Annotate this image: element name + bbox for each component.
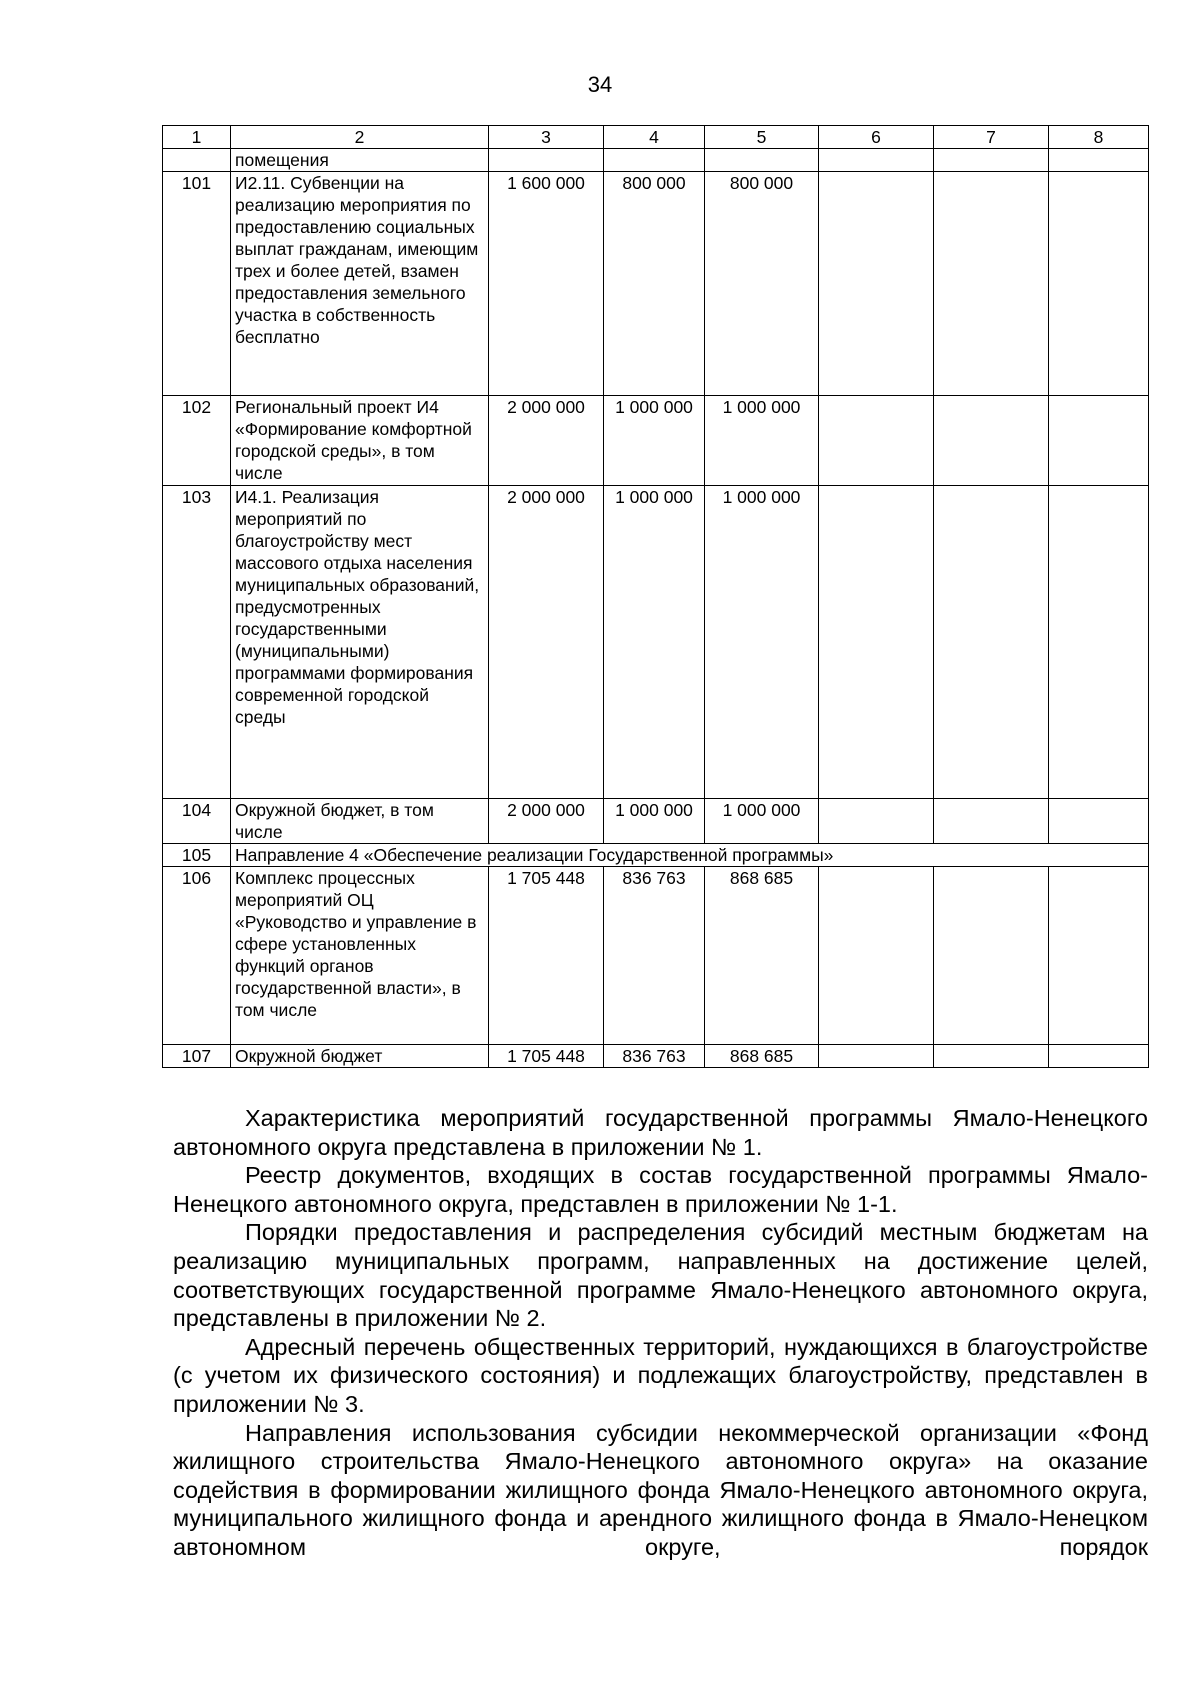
cell-col3 xyxy=(489,149,604,172)
cell-col4: 800 000 xyxy=(604,172,705,396)
table-row xyxy=(163,799,1149,844)
cell-col3: 1 705 448 xyxy=(489,1045,604,1068)
cell-col3: 2 000 000 xyxy=(489,799,604,844)
row-name: помещения xyxy=(231,149,489,172)
cell-col4: 1 000 000 xyxy=(604,486,705,799)
row-name: Окружной бюджет xyxy=(231,1045,489,1068)
cell-col5: 1 000 000 xyxy=(705,396,819,486)
cell-col3: 2 000 000 xyxy=(489,396,604,486)
row-number: 103 xyxy=(163,486,231,799)
cell-col7 xyxy=(934,149,1049,172)
cell-col4: 1 000 000 xyxy=(604,396,705,486)
cell-col8 xyxy=(1049,799,1149,844)
cell-col6 xyxy=(819,799,934,844)
table-row xyxy=(163,396,1149,486)
cell-col5: 868 685 xyxy=(705,867,819,1045)
cell-col8 xyxy=(1049,1045,1149,1068)
row-name: Региональный проект И4 «Формирование комфортной городской среды», в том числе xyxy=(231,396,489,486)
cell-col5: 1 000 000 xyxy=(705,486,819,799)
cell-col6 xyxy=(819,486,934,799)
paragraph: Порядки предоставления и распределения субсидий местным бюджетам на реализацию муниципальных программ, направленных на достижение целей, соответствующих государственной программе Ямало-Ненецкого автономного округа, представлены в приложении № 2. xyxy=(173,1219,1148,1332)
cell-col7 xyxy=(934,867,1049,1045)
column-header: 4 xyxy=(604,126,705,149)
body-text xyxy=(173,1104,1148,1562)
cell-col6 xyxy=(819,396,934,486)
cell-col5: 868 685 xyxy=(705,1045,819,1068)
column-header: 1 xyxy=(163,126,231,149)
section-heading: Направление 4 «Обеспечение реализации Государственной программы» xyxy=(231,844,1149,867)
cell-col6 xyxy=(819,1045,934,1068)
row-name: И2.11. Субвенции на реализацию мероприятия по предоставлению социальных выплат гражданам, имеющим трех и более детей, взамен предоставления земельного участка в собственность бесплатно xyxy=(231,172,489,396)
paragraph: Адресный перечень общественных территорий, нуждающихся в благоустройстве (с учетом их физического состояния) и подлежащих благоустройству, представлен в приложении № 3. xyxy=(173,1333,1148,1417)
paragraph: Направления использования субсидии некоммерческой организации «Фонд жилищного строительства Ямало-Ненецкого автономного округа» на оказание содействия в формировании жилищного фонда Ямало-Ненецкого автономного округа, муниципального жилищного фонда и арендного жилищного фонда в Ямало-Ненецком автономном округе, порядок xyxy=(173,1419,1148,1560)
row-number: 104 xyxy=(163,799,231,844)
column-header: 5 xyxy=(705,126,819,149)
row-number: 106 xyxy=(163,867,231,1045)
table-section-row xyxy=(163,844,1149,867)
cell-col5 xyxy=(705,149,819,172)
row-number xyxy=(163,149,231,172)
table-row xyxy=(163,867,1149,1045)
page-number: 34 xyxy=(587,72,613,97)
column-header: 8 xyxy=(1049,126,1149,149)
table-row xyxy=(163,1045,1149,1068)
row-number: 102 xyxy=(163,396,231,486)
row-number: 107 xyxy=(163,1045,231,1068)
cell-col7 xyxy=(934,172,1049,396)
row-name: Комплекс процессных мероприятий ОЦ «Руководство и управление в сфере установленных функций органов государственной власти», в том числе xyxy=(231,867,489,1045)
paragraph: Характеристика мероприятий государственной программы Ямало-Ненецкого автономного округа представлена в приложении № 1. xyxy=(173,1105,1148,1160)
cell-col7 xyxy=(934,396,1049,486)
cell-col7 xyxy=(934,1045,1049,1068)
cell-col3: 1 600 000 xyxy=(489,172,604,396)
table-row xyxy=(163,486,1149,799)
row-name: Окружной бюджет, в том числе xyxy=(231,799,489,844)
cell-col3: 1 705 448 xyxy=(489,867,604,1045)
cell-col6 xyxy=(819,172,934,396)
cell-col7 xyxy=(934,486,1049,799)
cell-col6 xyxy=(819,149,934,172)
cell-col4 xyxy=(604,149,705,172)
paragraph: Реестр документов, входящих в состав государственной программы Ямало-Ненецкого автономного округа, представлен в приложении № 1-1. xyxy=(173,1162,1148,1217)
row-name: И4.1. Реализация мероприятий по благоустройству мест массового отдыха населения муниципальных образований, предусмотренных государственными (муниципальными) программами формирования современной городской среды xyxy=(231,486,489,799)
row-number: 101 xyxy=(163,172,231,396)
cell-col4: 836 763 xyxy=(604,1045,705,1068)
column-header: 2 xyxy=(231,126,489,149)
cell-col5: 1 000 000 xyxy=(705,799,819,844)
column-header: 6 xyxy=(819,126,934,149)
cell-col8 xyxy=(1049,396,1149,486)
table-row xyxy=(163,149,1149,172)
cell-col5: 800 000 xyxy=(705,172,819,396)
table-row xyxy=(163,172,1149,396)
cell-col8 xyxy=(1049,867,1149,1045)
cell-col3: 2 000 000 xyxy=(489,486,604,799)
column-header: 3 xyxy=(489,126,604,149)
cell-col8 xyxy=(1049,486,1149,799)
row-number: 105 xyxy=(163,844,231,867)
cell-col8 xyxy=(1049,172,1149,396)
table-header-row xyxy=(163,126,1149,149)
budget-table xyxy=(162,125,1149,1068)
cell-col4: 1 000 000 xyxy=(604,799,705,844)
cell-col8 xyxy=(1049,149,1149,172)
cell-col6 xyxy=(819,867,934,1045)
cell-col7 xyxy=(934,799,1049,844)
cell-col4: 836 763 xyxy=(604,867,705,1045)
column-header: 7 xyxy=(934,126,1049,149)
